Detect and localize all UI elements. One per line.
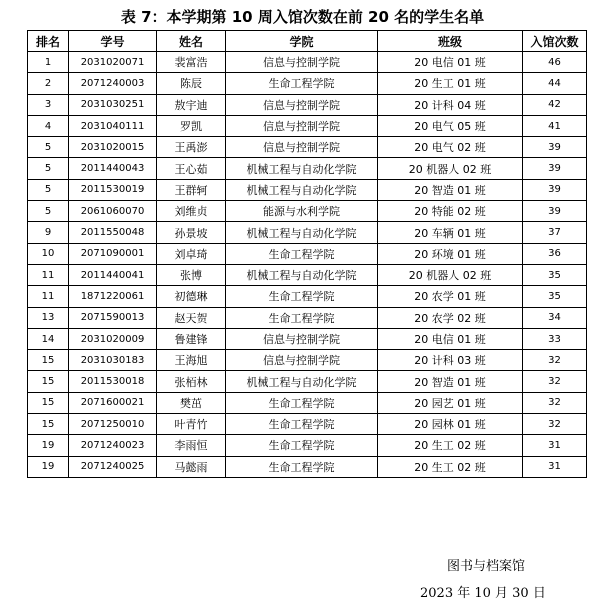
cell-rank: 11 xyxy=(28,286,69,307)
cell-visit-count: 32 xyxy=(523,392,587,413)
cell-visit-count: 32 xyxy=(523,414,587,435)
footer-organization: 图书与档案馆 xyxy=(447,559,526,574)
cell-visit-count: 39 xyxy=(523,137,587,158)
cell-rank: 10 xyxy=(28,243,69,264)
table-row xyxy=(28,73,587,94)
table-row xyxy=(28,435,587,456)
table-row xyxy=(28,350,587,371)
cell-name: 马懿雨 xyxy=(157,456,226,477)
cell-name: 刘卓琦 xyxy=(157,243,226,264)
cell-class: 20 农学 01 班 xyxy=(378,286,523,307)
cell-student-id: 1871220061 xyxy=(69,286,157,307)
cell-class: 20 生工 02 班 xyxy=(378,456,523,477)
cell-class: 20 电信 01 班 xyxy=(378,52,523,73)
cell-name: 王禹澎 xyxy=(157,137,226,158)
cell-name: 敖宇迪 xyxy=(157,94,226,115)
cell-class: 20 园艺 01 班 xyxy=(378,392,523,413)
header-class: 班级 xyxy=(378,31,523,52)
cell-class: 20 农学 02 班 xyxy=(378,307,523,328)
cell-student-id: 2031040111 xyxy=(69,115,157,136)
table-row xyxy=(28,414,587,435)
cell-college: 生命工程学院 xyxy=(226,414,378,435)
cell-student-id: 2011530019 xyxy=(69,179,157,200)
header-rank: 排名 xyxy=(28,31,69,52)
cell-name: 张博 xyxy=(157,264,226,285)
footer-date: 2023 年 10 月 30 日 xyxy=(420,586,546,601)
cell-name: 王海旭 xyxy=(157,350,226,371)
cell-college: 机械工程与自动化学院 xyxy=(226,158,378,179)
cell-rank: 2 xyxy=(28,73,69,94)
cell-name: 叶青竹 xyxy=(157,414,226,435)
cell-visit-count: 32 xyxy=(523,371,587,392)
cell-student-id: 2031020071 xyxy=(69,52,157,73)
cell-class: 20 机器人 02 班 xyxy=(378,158,523,179)
cell-visit-count: 44 xyxy=(523,73,587,94)
cell-name: 孙景坡 xyxy=(157,222,226,243)
cell-rank: 11 xyxy=(28,264,69,285)
cell-visit-count: 31 xyxy=(523,435,587,456)
cell-name: 初德琳 xyxy=(157,286,226,307)
cell-class: 20 机器人 02 班 xyxy=(378,264,523,285)
cell-college: 信息与控制学院 xyxy=(226,52,378,73)
cell-class: 20 电气 05 班 xyxy=(378,115,523,136)
cell-college: 信息与控制学院 xyxy=(226,94,378,115)
cell-name: 樊茁 xyxy=(157,392,226,413)
cell-visit-count: 35 xyxy=(523,264,587,285)
table-header-row xyxy=(28,31,587,52)
cell-student-id: 2061060070 xyxy=(69,201,157,222)
page-title: 表 7：本学期第 10 周入馆次数在前 20 名的学生名单 xyxy=(120,8,485,26)
cell-rank: 15 xyxy=(28,392,69,413)
ranking-table xyxy=(27,30,587,478)
cell-name: 张栢林 xyxy=(157,371,226,392)
table-row xyxy=(28,115,587,136)
cell-college: 信息与控制学院 xyxy=(226,350,378,371)
table-row xyxy=(28,286,587,307)
table-row xyxy=(28,371,587,392)
cell-student-id: 2071090001 xyxy=(69,243,157,264)
cell-rank: 9 xyxy=(28,222,69,243)
cell-class: 20 生工 02 班 xyxy=(378,435,523,456)
cell-rank: 1 xyxy=(28,52,69,73)
cell-visit-count: 36 xyxy=(523,243,587,264)
cell-rank: 15 xyxy=(28,350,69,371)
cell-visit-count: 39 xyxy=(523,179,587,200)
table-row xyxy=(28,94,587,115)
cell-visit-count: 46 xyxy=(523,52,587,73)
cell-class: 20 特能 02 班 xyxy=(378,201,523,222)
cell-student-id: 2011440043 xyxy=(69,158,157,179)
table-row xyxy=(28,52,587,73)
cell-class: 20 计科 03 班 xyxy=(378,350,523,371)
cell-name: 王心茹 xyxy=(157,158,226,179)
cell-visit-count: 34 xyxy=(523,307,587,328)
cell-rank: 19 xyxy=(28,435,69,456)
cell-student-id: 2071250010 xyxy=(69,414,157,435)
cell-student-id: 2071600021 xyxy=(69,392,157,413)
cell-student-id: 2031030251 xyxy=(69,94,157,115)
cell-college: 机械工程与自动化学院 xyxy=(226,179,378,200)
cell-college: 生命工程学院 xyxy=(226,307,378,328)
cell-college: 信息与控制学院 xyxy=(226,328,378,349)
cell-name: 裴富浩 xyxy=(157,52,226,73)
header-name: 姓名 xyxy=(157,31,226,52)
cell-student-id: 2031030183 xyxy=(69,350,157,371)
cell-visit-count: 32 xyxy=(523,350,587,371)
cell-visit-count: 33 xyxy=(523,328,587,349)
cell-student-id: 2011550048 xyxy=(69,222,157,243)
cell-rank: 5 xyxy=(28,158,69,179)
cell-student-id: 2011440041 xyxy=(69,264,157,285)
cell-college: 生命工程学院 xyxy=(226,456,378,477)
cell-student-id: 2031020009 xyxy=(69,328,157,349)
cell-student-id: 2031020015 xyxy=(69,137,157,158)
cell-name: 赵天贺 xyxy=(157,307,226,328)
cell-college: 信息与控制学院 xyxy=(226,115,378,136)
cell-class: 20 环境 01 班 xyxy=(378,243,523,264)
cell-class: 20 电气 02 班 xyxy=(378,137,523,158)
cell-name: 陈辰 xyxy=(157,73,226,94)
table-row xyxy=(28,137,587,158)
cell-college: 生命工程学院 xyxy=(226,435,378,456)
table-row xyxy=(28,264,587,285)
cell-visit-count: 39 xyxy=(523,158,587,179)
cell-name: 刘维贞 xyxy=(157,201,226,222)
cell-visit-count: 31 xyxy=(523,456,587,477)
cell-rank: 5 xyxy=(28,137,69,158)
cell-college: 生命工程学院 xyxy=(226,73,378,94)
cell-college: 能源与水利学院 xyxy=(226,201,378,222)
table-row xyxy=(28,456,587,477)
cell-student-id: 2071240003 xyxy=(69,73,157,94)
cell-class: 20 计科 04 班 xyxy=(378,94,523,115)
cell-rank: 5 xyxy=(28,201,69,222)
cell-college: 机械工程与自动化学院 xyxy=(226,371,378,392)
table-row xyxy=(28,158,587,179)
cell-class: 20 园林 01 班 xyxy=(378,414,523,435)
header-visit-count: 入馆次数 xyxy=(523,31,587,52)
table-row xyxy=(28,328,587,349)
cell-class: 20 车辆 01 班 xyxy=(378,222,523,243)
cell-student-id: 2071240023 xyxy=(69,435,157,456)
cell-rank: 3 xyxy=(28,94,69,115)
cell-rank: 5 xyxy=(28,179,69,200)
table-row xyxy=(28,179,587,200)
header-college: 学院 xyxy=(226,31,378,52)
cell-class: 20 智造 01 班 xyxy=(378,371,523,392)
cell-college: 机械工程与自动化学院 xyxy=(226,264,378,285)
cell-college: 生命工程学院 xyxy=(226,286,378,307)
cell-class: 20 智造 01 班 xyxy=(378,179,523,200)
cell-visit-count: 39 xyxy=(523,201,587,222)
cell-rank: 15 xyxy=(28,414,69,435)
cell-college: 信息与控制学院 xyxy=(226,137,378,158)
cell-visit-count: 41 xyxy=(523,115,587,136)
cell-name: 李雨恒 xyxy=(157,435,226,456)
cell-student-id: 2071240025 xyxy=(69,456,157,477)
cell-class: 20 电信 01 班 xyxy=(378,328,523,349)
cell-class: 20 生工 01 班 xyxy=(378,73,523,94)
cell-visit-count: 35 xyxy=(523,286,587,307)
cell-college: 机械工程与自动化学院 xyxy=(226,222,378,243)
cell-rank: 15 xyxy=(28,371,69,392)
cell-rank: 4 xyxy=(28,115,69,136)
table-row xyxy=(28,243,587,264)
cell-rank: 13 xyxy=(28,307,69,328)
cell-student-id: 2071590013 xyxy=(69,307,157,328)
cell-name: 王群轲 xyxy=(157,179,226,200)
cell-college: 生命工程学院 xyxy=(226,243,378,264)
cell-visit-count: 37 xyxy=(523,222,587,243)
cell-name: 鲁建锋 xyxy=(157,328,226,349)
cell-visit-count: 42 xyxy=(523,94,587,115)
cell-college: 生命工程学院 xyxy=(226,392,378,413)
table-row xyxy=(28,201,587,222)
cell-name: 罗凯 xyxy=(157,115,226,136)
cell-rank: 14 xyxy=(28,328,69,349)
table-row xyxy=(28,392,587,413)
table-row xyxy=(28,222,587,243)
header-student-id: 学号 xyxy=(69,31,157,52)
cell-student-id: 2011530018 xyxy=(69,371,157,392)
table-row xyxy=(28,307,587,328)
cell-rank: 19 xyxy=(28,456,69,477)
